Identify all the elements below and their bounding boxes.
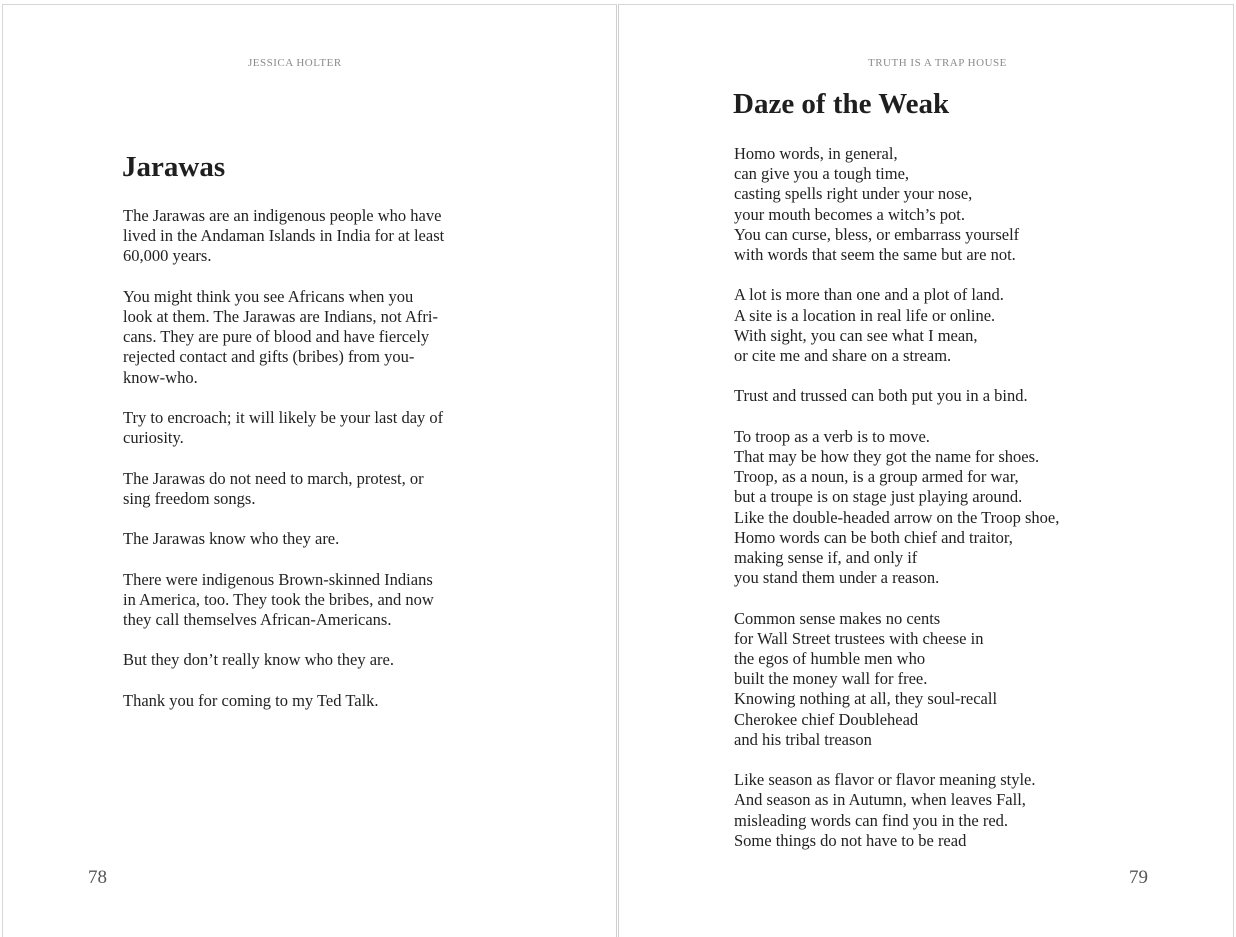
text-line: in America, too. They took the bribes, and now xyxy=(123,589,434,609)
text-line: you stand them under a reason. xyxy=(734,568,940,588)
text-line: Trust and trussed can both put you in a bind. xyxy=(734,386,1028,406)
text-line: Troop, as a noun, is a group armed for war, xyxy=(734,467,1019,487)
right-page xyxy=(618,4,1234,937)
paragraph xyxy=(123,408,483,448)
text-line: The Jarawas are an indigenous people who have xyxy=(123,206,442,225)
text-line: Homo words can be both chief and traitor, xyxy=(734,527,1013,547)
text-line: misleading words can find you in the red. xyxy=(734,810,1009,830)
text-line: And season as in Autumn, when leaves Fall, xyxy=(734,790,1026,810)
text-line: your mouth becomes a witch’s pot. xyxy=(734,204,965,224)
text-line: cans. They are pure of blood and have fiercely xyxy=(123,327,430,347)
text-line: Thank you for coming to my Ted Talk. xyxy=(123,690,379,710)
stanza xyxy=(734,144,1134,265)
text-line: Try to encroach; it will likely be your last day of xyxy=(123,408,444,427)
text-line: know-who. xyxy=(123,367,198,387)
text-line: Cherokee chief Doublehead xyxy=(734,709,919,729)
stanza xyxy=(734,770,1134,851)
text-line: You might think you see Africans when you xyxy=(123,286,414,306)
text-line: Knowing nothing at all, they soul-recall xyxy=(734,689,998,709)
text-line: To troop as a verb is to move. xyxy=(734,426,930,446)
text-line: rejected contact and gifts (bribes) from you- xyxy=(123,347,415,367)
text-line: curiosity. xyxy=(123,428,184,448)
paragraph xyxy=(123,570,483,631)
paragraph xyxy=(123,529,483,549)
text-line: the egos of humble men who xyxy=(734,649,926,669)
poem-body xyxy=(734,144,1134,871)
text-line: Like the double-headed arrow on the Troop shoe, xyxy=(734,507,1060,527)
text-line: with words that seem the same but are not. xyxy=(734,245,1016,265)
page-number-left: 78 xyxy=(88,867,107,888)
stanza xyxy=(734,386,1134,406)
text-line: There were indigenous Brown-skinned Indians xyxy=(123,569,433,589)
text-line: A site is a location in real life or online. xyxy=(734,305,996,325)
poem-title: Daze of the Weak xyxy=(733,88,950,120)
text-line: You can curse, bless, or embarrass yourself xyxy=(734,224,1020,244)
paragraph xyxy=(123,287,483,388)
text-line: and his tribal treason xyxy=(734,729,872,749)
text-line: for Wall Street trustees with cheese in xyxy=(734,628,984,648)
text-line: The Jarawas know who they are. xyxy=(123,529,340,549)
running-head-author: JESSICA HOLTER xyxy=(248,57,342,69)
text-line: With sight, you can see what I mean, xyxy=(734,325,978,345)
text-line: or cite me and share on a stream. xyxy=(734,346,952,366)
paragraph xyxy=(123,691,483,711)
text-line: sing freedom songs. xyxy=(123,488,256,508)
page-number-right: 79 xyxy=(1129,867,1148,888)
text-line: look at them. The Jarawas are Indians, not Afri- xyxy=(123,307,438,326)
text-line: Common sense makes no cents xyxy=(734,608,941,628)
text-line: making sense if, and only if xyxy=(734,548,918,568)
text-line: Homo words, in general, xyxy=(734,144,898,163)
stanza xyxy=(734,427,1134,589)
text-line: A lot is more than one and a plot of land. xyxy=(734,285,1004,305)
text-line: can give you a tough time, xyxy=(734,164,910,184)
stanza xyxy=(734,285,1134,366)
text-line: 60,000 years. xyxy=(123,246,212,266)
text-line: built the money wall for free. xyxy=(734,669,928,689)
text-line: but a troupe is on stage just playing around. xyxy=(734,487,1023,507)
text-line: That may be how they got the name for shoes. xyxy=(734,447,1040,466)
text-line: casting spells right under your nose, xyxy=(734,184,973,204)
paragraph xyxy=(123,206,483,267)
stanza xyxy=(734,609,1134,750)
prose-body xyxy=(123,206,483,731)
running-head-book-title: TRUTH IS A TRAP HOUSE xyxy=(868,57,1007,69)
paragraph xyxy=(123,650,483,670)
text-line: Like season as flavor or flavor meaning style. xyxy=(734,770,1036,790)
paragraph xyxy=(123,469,483,509)
text-line: they call themselves African-Americans. xyxy=(123,609,392,629)
page-title-jarawas: Jarawas xyxy=(122,151,226,183)
text-line: Some things do not have to be read xyxy=(734,830,967,850)
text-line: But they don’t really know who they are. xyxy=(123,650,394,670)
text-line: lived in the Andaman Islands in India for at least xyxy=(123,226,445,246)
left-page xyxy=(2,4,617,937)
text-line: The Jarawas do not need to march, protest, or xyxy=(123,468,424,488)
